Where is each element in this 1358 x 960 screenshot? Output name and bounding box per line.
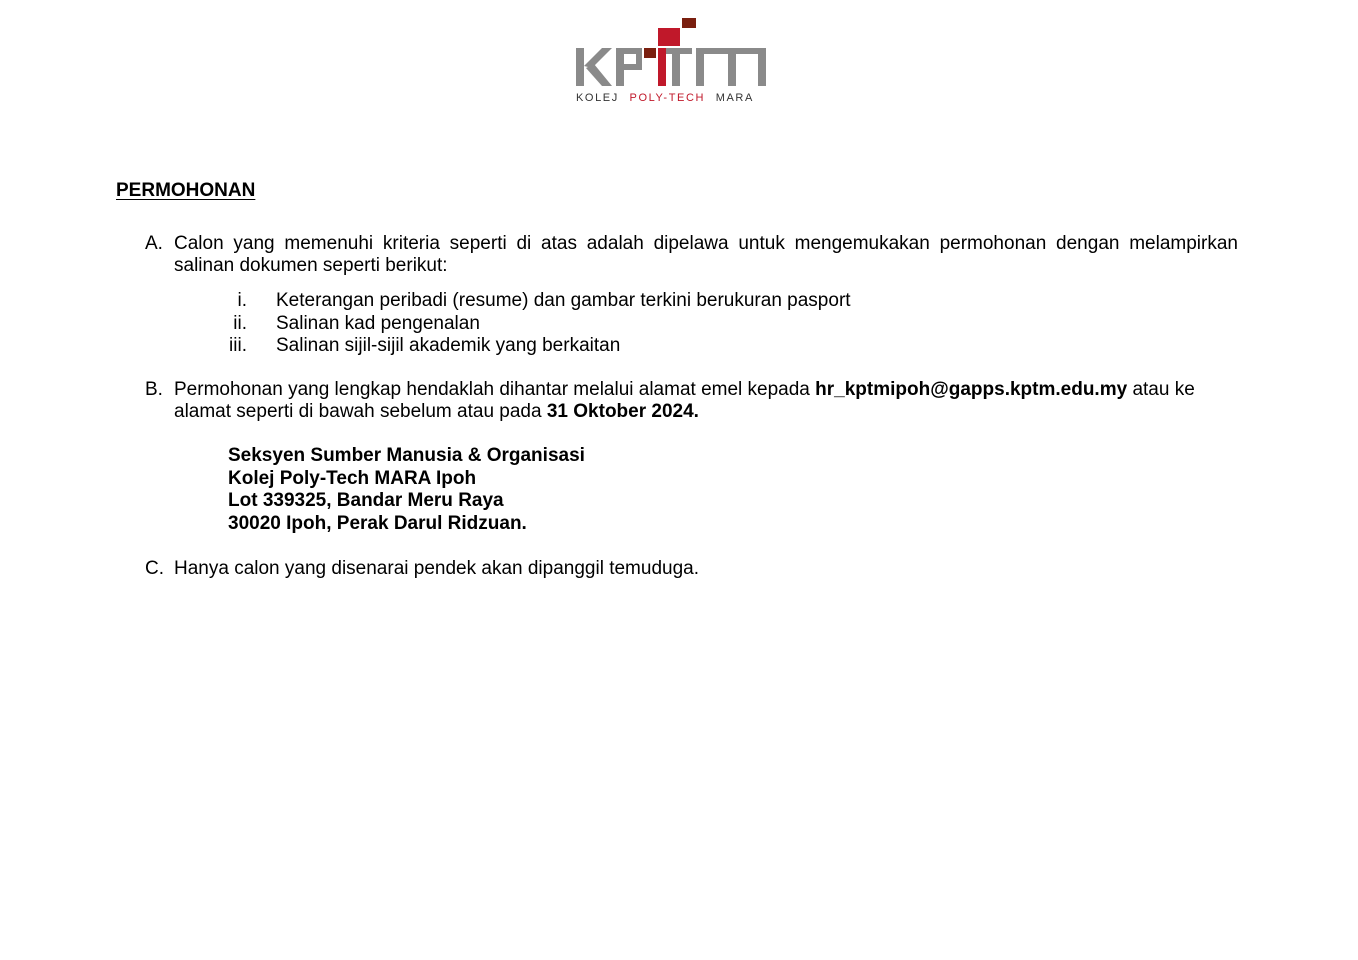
section-heading: PERMOHONAN xyxy=(116,180,256,201)
address-line: Lot 339325, Bandar Meru Raya xyxy=(228,490,504,511)
section-b-text xyxy=(174,379,1238,423)
section-a-letter: A. xyxy=(145,233,163,254)
section-a xyxy=(145,233,1238,277)
section-b-text-1: Permohonan yang lengkap hendaklah dihantar melalui alamat emel kepada xyxy=(174,379,816,400)
logo-tagline-kolej: KOLEJ xyxy=(576,92,619,104)
address-block xyxy=(228,445,585,535)
list-item-number: iii. xyxy=(229,335,247,356)
section-b xyxy=(145,379,1238,423)
section-c xyxy=(145,558,1238,580)
logo-tagline-mara: MARA xyxy=(715,92,754,104)
list-item-text: Salinan sijil-sijil akademik yang berkaitan xyxy=(276,335,621,356)
address-line: Kolej Poly-Tech MARA Ipoh xyxy=(228,467,477,489)
section-b-letter: B. xyxy=(145,379,163,400)
list-item-number: ii. xyxy=(233,312,247,334)
deadline-date: 31 Oktober 2024. xyxy=(546,401,699,422)
logo-tagline-polytech: POLY-TECH xyxy=(629,92,706,104)
section-a-text: Calon yang memenuhi kriteria seperti di atas adalah dipelawa untuk mengemukakan permohonan dengan melampirkan salinan dokumen seperti berikut: xyxy=(174,233,1238,276)
address-line: Seksyen Sumber Manusia & Organisasi xyxy=(228,445,585,466)
list-item-text: Salinan kad pengenalan xyxy=(276,312,480,334)
section-c-letter: C. xyxy=(145,558,164,579)
svg-text:KOLEJ POLY-TECH MA xyxy=(576,92,754,104)
list-item-number: i. xyxy=(237,290,247,311)
address-line: 30020 Ipoh, Perak Darul Ridzuan. xyxy=(228,512,527,534)
section-c-text: Hanya calon yang disenarai pendek akan dipanggil temuduga. xyxy=(174,558,699,579)
list-item-text: Keterangan peribadi (resume) dan gambar terkini berukuran pasport xyxy=(276,290,851,311)
kptm-logo xyxy=(572,14,772,110)
email-address: hr_kptmipoh@gapps.kptm.edu.my xyxy=(815,379,1128,400)
kptm-logo-graphic xyxy=(572,14,772,110)
section-b-text-2: atau ke alamat seperti di bawah sebelum atau pada xyxy=(174,379,1195,422)
